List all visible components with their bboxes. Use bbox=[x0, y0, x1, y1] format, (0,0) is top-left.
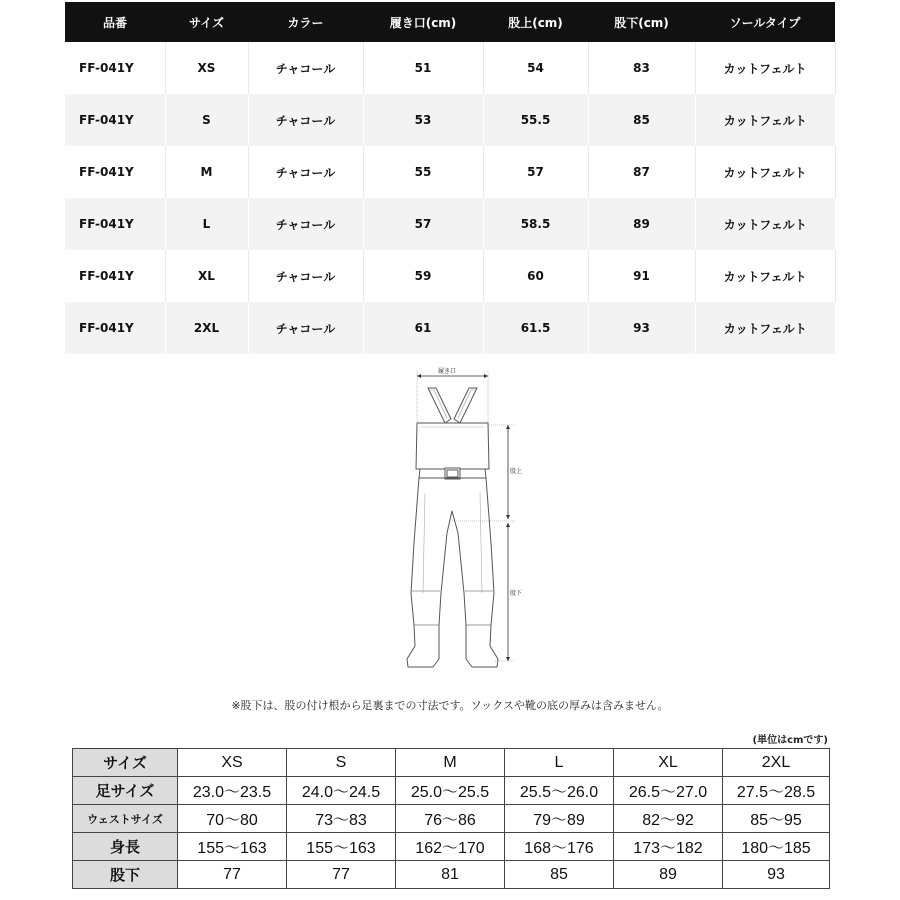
table-cell: 173～182 bbox=[614, 833, 723, 861]
table-cell: 85～95 bbox=[723, 805, 830, 833]
table-cell: 2XL bbox=[165, 302, 248, 354]
table-cell: L bbox=[165, 198, 248, 250]
table-cell: FF-041Y bbox=[65, 42, 165, 94]
table-cell: 57 bbox=[363, 198, 483, 250]
table-cell: 89 bbox=[614, 861, 723, 889]
table-cell: 76～86 bbox=[396, 805, 505, 833]
spec-header-cell: サイズ bbox=[165, 2, 248, 42]
table-cell: FF-041Y bbox=[65, 146, 165, 198]
table-cell: チャコール bbox=[248, 198, 363, 250]
table-row bbox=[65, 198, 835, 250]
table-cell: 83 bbox=[588, 42, 695, 94]
table-cell: L bbox=[505, 749, 614, 777]
table-cell: XS bbox=[165, 42, 248, 94]
table-cell: カットフェルト bbox=[695, 94, 835, 146]
table-cell: 91 bbox=[588, 250, 695, 302]
row-label: 足サイズ bbox=[73, 777, 178, 805]
table-cell: 93 bbox=[723, 861, 830, 889]
table-cell: カットフェルト bbox=[695, 198, 835, 250]
spec-header-cell: 履き口(cm) bbox=[363, 2, 483, 42]
table-cell: チャコール bbox=[248, 250, 363, 302]
row-label: 股下 bbox=[73, 861, 178, 889]
table-cell: 61 bbox=[363, 302, 483, 354]
label-rise: 股上 bbox=[510, 468, 523, 475]
table-cell: 85 bbox=[588, 94, 695, 146]
table-cell: 24.0～24.5 bbox=[287, 777, 396, 805]
table-cell: 89 bbox=[588, 198, 695, 250]
table-cell: 57 bbox=[483, 146, 588, 198]
table-cell: 23.0～23.5 bbox=[178, 777, 287, 805]
table-cell: XL bbox=[165, 250, 248, 302]
table-cell: 155～163 bbox=[178, 833, 287, 861]
table-cell: チャコール bbox=[248, 42, 363, 94]
table-row bbox=[73, 833, 830, 861]
table-cell: 60 bbox=[483, 250, 588, 302]
table-row bbox=[65, 302, 835, 354]
table-cell: 79～89 bbox=[505, 805, 614, 833]
table-cell: カットフェルト bbox=[695, 146, 835, 198]
table-cell: S bbox=[165, 94, 248, 146]
table-cell: 162～170 bbox=[396, 833, 505, 861]
table-cell: 55 bbox=[363, 146, 483, 198]
spec-header-cell: ソールタイプ bbox=[695, 2, 835, 42]
table-row bbox=[73, 861, 830, 889]
row-label: 身長 bbox=[73, 833, 178, 861]
table-cell: 58.5 bbox=[483, 198, 588, 250]
table-row bbox=[73, 805, 830, 833]
wader-diagram bbox=[395, 363, 530, 691]
table-cell: 26.5～27.0 bbox=[614, 777, 723, 805]
table-cell: 73～83 bbox=[287, 805, 396, 833]
table-cell: 77 bbox=[287, 861, 396, 889]
table-cell: 27.5～28.5 bbox=[723, 777, 830, 805]
table-cell: カットフェルト bbox=[695, 250, 835, 302]
table-row bbox=[73, 749, 830, 777]
table-cell: チャコール bbox=[248, 94, 363, 146]
label-inseam: 股下 bbox=[510, 590, 523, 597]
spec-header-row bbox=[65, 2, 835, 42]
table-row bbox=[73, 777, 830, 805]
spec-header-cell: 品番 bbox=[65, 2, 165, 42]
table-row bbox=[65, 250, 835, 302]
table-cell: FF-041Y bbox=[65, 250, 165, 302]
table-cell: チャコール bbox=[248, 302, 363, 354]
inseam-note: ※股下は、股の付け根から足裏までの寸法です。ソックスや靴の底の厚みは含みません。 bbox=[231, 699, 669, 712]
table-cell: XS bbox=[178, 749, 287, 777]
table-row bbox=[65, 42, 835, 94]
row-label: ウェストサイズ bbox=[73, 805, 178, 833]
table-cell: カットフェルト bbox=[695, 302, 835, 354]
table-cell: FF-041Y bbox=[65, 94, 165, 146]
table-cell: 54 bbox=[483, 42, 588, 94]
table-cell: M bbox=[165, 146, 248, 198]
table-row bbox=[65, 146, 835, 198]
table-cell: 81 bbox=[396, 861, 505, 889]
table-cell: 51 bbox=[363, 42, 483, 94]
spec-table bbox=[65, 2, 836, 354]
spec-header-cell: 股下(cm) bbox=[588, 2, 695, 42]
table-cell: 180～185 bbox=[723, 833, 830, 861]
table-cell: XL bbox=[614, 749, 723, 777]
table-row bbox=[65, 94, 835, 146]
table-cell: S bbox=[287, 749, 396, 777]
table-cell: チャコール bbox=[248, 146, 363, 198]
spec-header-cell: カラー bbox=[248, 2, 363, 42]
table-cell: 55.5 bbox=[483, 94, 588, 146]
table-cell: 93 bbox=[588, 302, 695, 354]
row-label: サイズ bbox=[73, 749, 178, 777]
table-cell: 155～163 bbox=[287, 833, 396, 861]
size-table bbox=[72, 748, 830, 889]
table-cell: 59 bbox=[363, 250, 483, 302]
table-cell: 82～92 bbox=[614, 805, 723, 833]
table-cell: FF-041Y bbox=[65, 198, 165, 250]
unit-note: (単位はcmです) bbox=[752, 735, 828, 746]
table-cell: 53 bbox=[363, 94, 483, 146]
table-cell: 25.0～25.5 bbox=[396, 777, 505, 805]
table-cell: FF-041Y bbox=[65, 302, 165, 354]
table-cell: 168～176 bbox=[505, 833, 614, 861]
table-cell: 25.5～26.0 bbox=[505, 777, 614, 805]
table-cell: 70～80 bbox=[178, 805, 287, 833]
spec-header-cell: 股上(cm) bbox=[483, 2, 588, 42]
table-cell: M bbox=[396, 749, 505, 777]
table-cell: カットフェルト bbox=[695, 42, 835, 94]
table-cell: 85 bbox=[505, 861, 614, 889]
table-cell: 61.5 bbox=[483, 302, 588, 354]
label-waist-opening: 履き口 bbox=[438, 368, 457, 375]
table-cell: 77 bbox=[178, 861, 287, 889]
table-cell: 87 bbox=[588, 146, 695, 198]
table-cell: 2XL bbox=[723, 749, 830, 777]
